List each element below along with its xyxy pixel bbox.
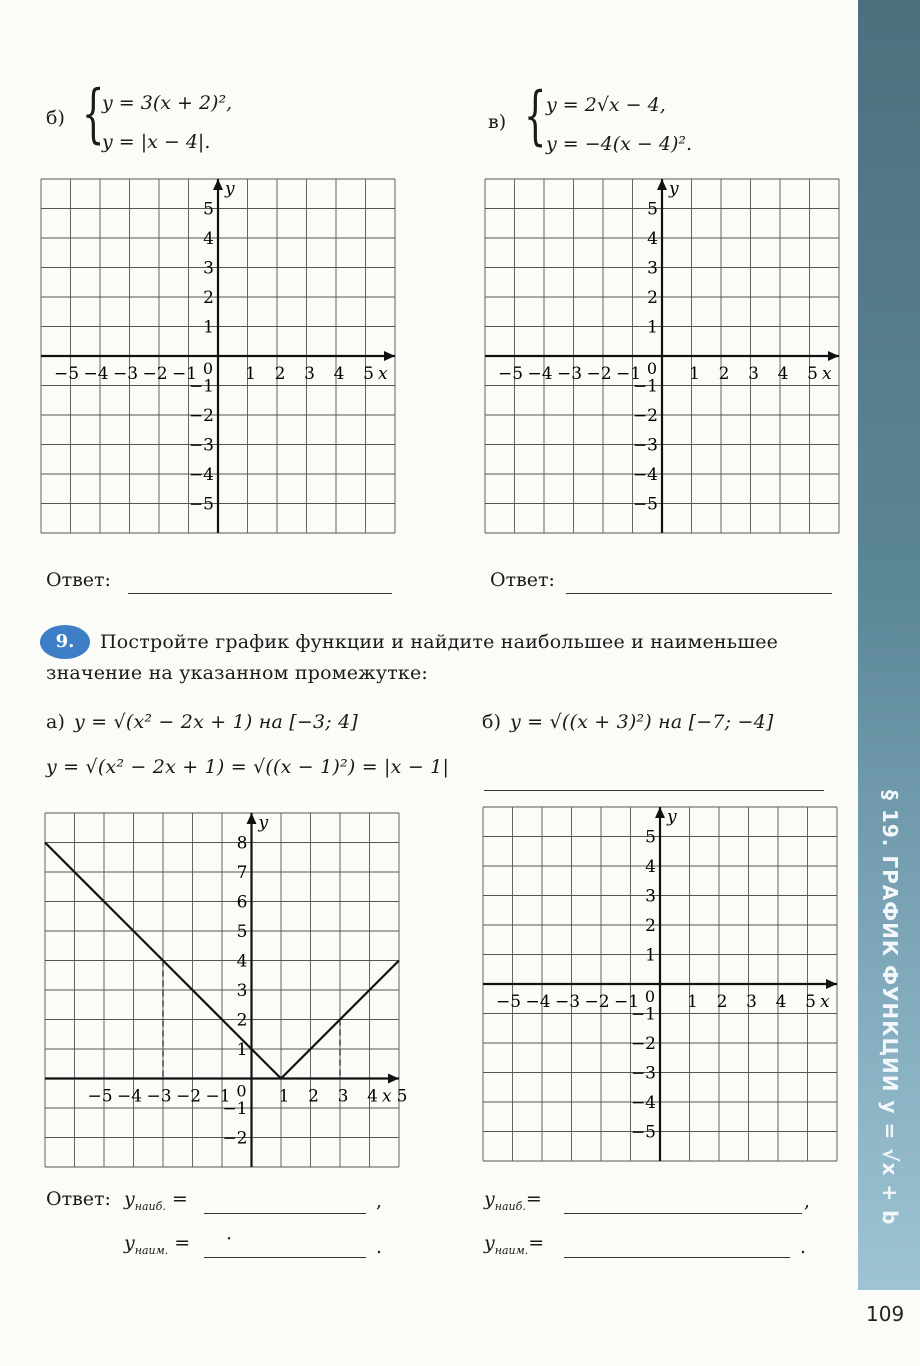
x-tick-label: 4 [775,992,787,1012]
x-tick-label: 4 [333,364,345,384]
y-tick-label: −1 [222,1099,248,1119]
y-max-field-9a[interactable] [204,1212,366,1214]
x-axis-arrow [826,979,837,989]
coordinate-grid-v[interactable] [484,178,848,540]
coordinate-grid-9b[interactable] [482,806,842,1168]
x-tick-label: 4 [777,364,789,384]
x-tick-label: −3 [556,364,583,384]
x-tick-label: 1 [689,364,700,384]
task9a-function: y = √(x² − 2x + 1) на [−3; 4] [74,711,358,733]
x-tick-label: −1 [613,992,640,1012]
x-tick-label: −3 [146,1086,172,1107]
coordinate-grid-9a[interactable] [44,812,406,1168]
task9-text-line1: Постройте график функции и найдите наибольшее и наименьшее [100,631,779,653]
y-tick-label: −2 [630,1034,656,1054]
y-tick-label: −1 [188,376,214,397]
y-min-field-9a[interactable] [204,1256,366,1258]
y-tick-label: −3 [630,1063,656,1084]
y-tick-label: 6 [236,892,248,913]
task9b-function: y = √((x + 3)²) на [−7; −4] [510,711,774,733]
x-tick-label: 5 [805,992,816,1012]
task9a-solution: y = √(x² − 2x + 1) = √((x − 1)²) = |x − 1| [46,756,450,778]
y-tick-label: 1 [647,317,658,338]
task-v-label: в) [488,111,507,133]
task-number-badge: 9. [40,625,90,659]
y-tick-label: 3 [203,258,214,279]
answer-field-b[interactable] [128,592,392,594]
y-tick-label: −4 [188,465,214,485]
answer-label-b: Ответ: [46,569,111,591]
y-tick-label: 2 [203,288,214,308]
task-v-eq2: y = −4(x − 4)². [546,133,693,155]
x-tick-label: 3 [748,364,759,384]
y-max-end-9b: , [804,1190,811,1212]
y-tick-label: −2 [632,406,658,426]
y-axis-label: y [258,813,269,833]
x-tick-label: −3 [112,364,139,384]
coordinate-grid-b[interactable] [40,178,410,540]
y-tick-label: 3 [236,981,248,1001]
chapter-title: § 19. ГРАФИК ФУНКЦИИ y = √x + b [878,790,902,1226]
x-tick-label: 3 [304,364,315,384]
x-tick-label: 2 [718,364,730,384]
y-axis-arrow [657,179,667,190]
x-axis-arrow [828,351,839,361]
y-tick-label: −2 [188,406,214,426]
task-b-eq1: y = 3(x + 2)², [102,92,233,114]
x-tick-label: 2 [716,992,728,1012]
y-min-label-9a: $y_{наим.}$ = [124,1232,191,1257]
x-tick-label: 4 [367,1086,378,1107]
y-tick-label: −1 [630,1004,656,1025]
y-tick-label: 4 [647,229,658,249]
y-tick-label: −3 [188,435,214,456]
y-tick-label: 7 [236,863,248,883]
x-tick-label: −2 [175,1086,202,1107]
y-tick-label: 5 [236,922,248,942]
y-tick-label: 1 [236,1040,248,1060]
x-tick-label: −4 [83,364,109,384]
task9-text-line2: значение на указанном промежутке: [46,662,429,684]
y-tick-label: 4 [236,951,248,972]
x-tick-label: −3 [554,992,581,1012]
y-tick-label: 2 [236,1010,248,1031]
x-axis-arrow [384,351,395,361]
y-axis-label: y [669,179,679,199]
task-v-brace: { [524,79,547,153]
y-tick-label: −4 [632,465,658,485]
task-b-eq2: y = |x − 4|. [102,131,211,153]
origin-label: 0 [644,987,656,1006]
x-tick-label: 3 [337,1086,349,1107]
x-tick-label: 2 [308,1086,319,1107]
y-tick-label: 2 [647,288,658,308]
x-tick-label: −4 [116,1086,143,1107]
x-tick-label: 1 [278,1086,290,1107]
task-v-eq1: y = 2√x − 4, [546,94,666,116]
x-tick-label: −2 [142,364,168,384]
y-max-label-9a: $y_{наиб.}$ = [124,1188,188,1213]
y-axis-arrow [655,807,665,818]
y-tick-label: −5 [188,494,214,515]
y-min-end-9a: . [376,1236,383,1258]
task9a-label: а) [46,711,66,733]
y-tick-label: 5 [647,199,658,220]
y-min-end-9b: . [800,1236,807,1258]
y-tick-label: 5 [203,199,214,220]
task-b-label: б) [46,107,65,129]
y-min-mark-9a: · [226,1228,233,1250]
x-tick-label: −4 [527,364,553,384]
x-tick-label: −2 [586,364,612,384]
x-tick-label: 5 [396,1086,408,1107]
y-max-field-9b[interactable] [564,1212,802,1214]
x-tick-label: 1 [687,992,698,1012]
answer-label-v: Ответ: [490,569,555,591]
x-tick-label: −5 [497,364,524,384]
x-tick-label: −5 [87,1086,113,1107]
x-tick-label: −5 [53,364,80,384]
origin-label: 0 [236,1081,247,1101]
y-tick-label: 3 [647,258,658,279]
y-max-end-9a: , [376,1190,383,1212]
y-axis-arrow [213,179,223,190]
y-tick-label: −2 [222,1128,248,1149]
y-max-label-9b: $y_{наиб.}=$ [484,1188,542,1213]
y-tick-label: −1 [632,376,658,397]
page-number: 109 [866,1302,905,1326]
y-tick-label: 8 [236,833,248,854]
x-tick-label: −4 [525,992,551,1012]
x-tick-label: 3 [746,992,757,1012]
y-axis-label: y [667,807,677,827]
y-axis-arrow [247,813,257,824]
x-tick-label: −1 [615,364,642,384]
x-axis-arrow [388,1074,399,1084]
x-tick-label: −2 [584,992,610,1012]
y-tick-label: 3 [645,886,656,907]
x-tick-label: −1 [205,1086,231,1107]
origin-label: 0 [646,359,658,378]
x-axis-label: x [822,364,832,384]
y-tick-label: 4 [203,229,214,249]
y-tick-label: 4 [645,857,656,877]
y-tick-label: −5 [630,1122,656,1143]
y-tick-label: 5 [645,827,656,848]
task-b-brace: { [82,77,105,151]
x-axis-label: x [820,992,830,1012]
answer-field-v[interactable] [566,592,832,594]
x-tick-label: −1 [171,364,198,384]
task9b-label: б) [482,711,502,733]
x-tick-label: 5 [363,364,374,384]
x-axis-label: x [382,1086,392,1107]
x-tick-label: 5 [807,364,818,384]
y-tick-label: −5 [632,494,658,515]
origin-label: 0 [202,359,214,378]
y-min-label-9b: $y_{наим.}=$ [484,1232,545,1257]
y-tick-label: 1 [203,317,214,338]
x-tick-label: −5 [495,992,522,1012]
x-axis-label: x [378,364,388,384]
y-axis-label: y [225,179,235,199]
y-tick-label: −3 [632,435,658,456]
x-tick-label: 2 [274,364,286,384]
y-tick-label: 1 [645,945,656,966]
y-tick-label: 2 [645,916,656,936]
task9b-work-line[interactable] [484,789,824,791]
x-tick-label: 1 [245,364,256,384]
answer-label-9a: Ответ: [46,1188,111,1210]
y-tick-label: −4 [630,1093,656,1113]
y-min-field-9b[interactable] [564,1256,790,1258]
